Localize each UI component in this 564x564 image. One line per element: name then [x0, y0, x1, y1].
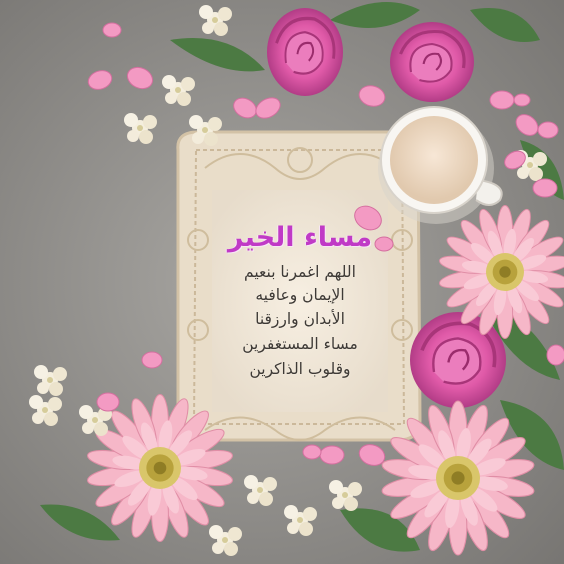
greeting-title: مساء الخير [227, 222, 373, 253]
greeting-line-3: الأبدان وارزقنا [255, 310, 345, 328]
greeting-line-4: مساء المستغفرين [242, 335, 358, 353]
greeting-line-5: وقلوب الذاكرين [249, 360, 351, 378]
greeting-line-2: الإيمان وعافيه [255, 286, 345, 304]
greeting-line-1: اللهم اغمرنا بنعيم [244, 263, 356, 281]
